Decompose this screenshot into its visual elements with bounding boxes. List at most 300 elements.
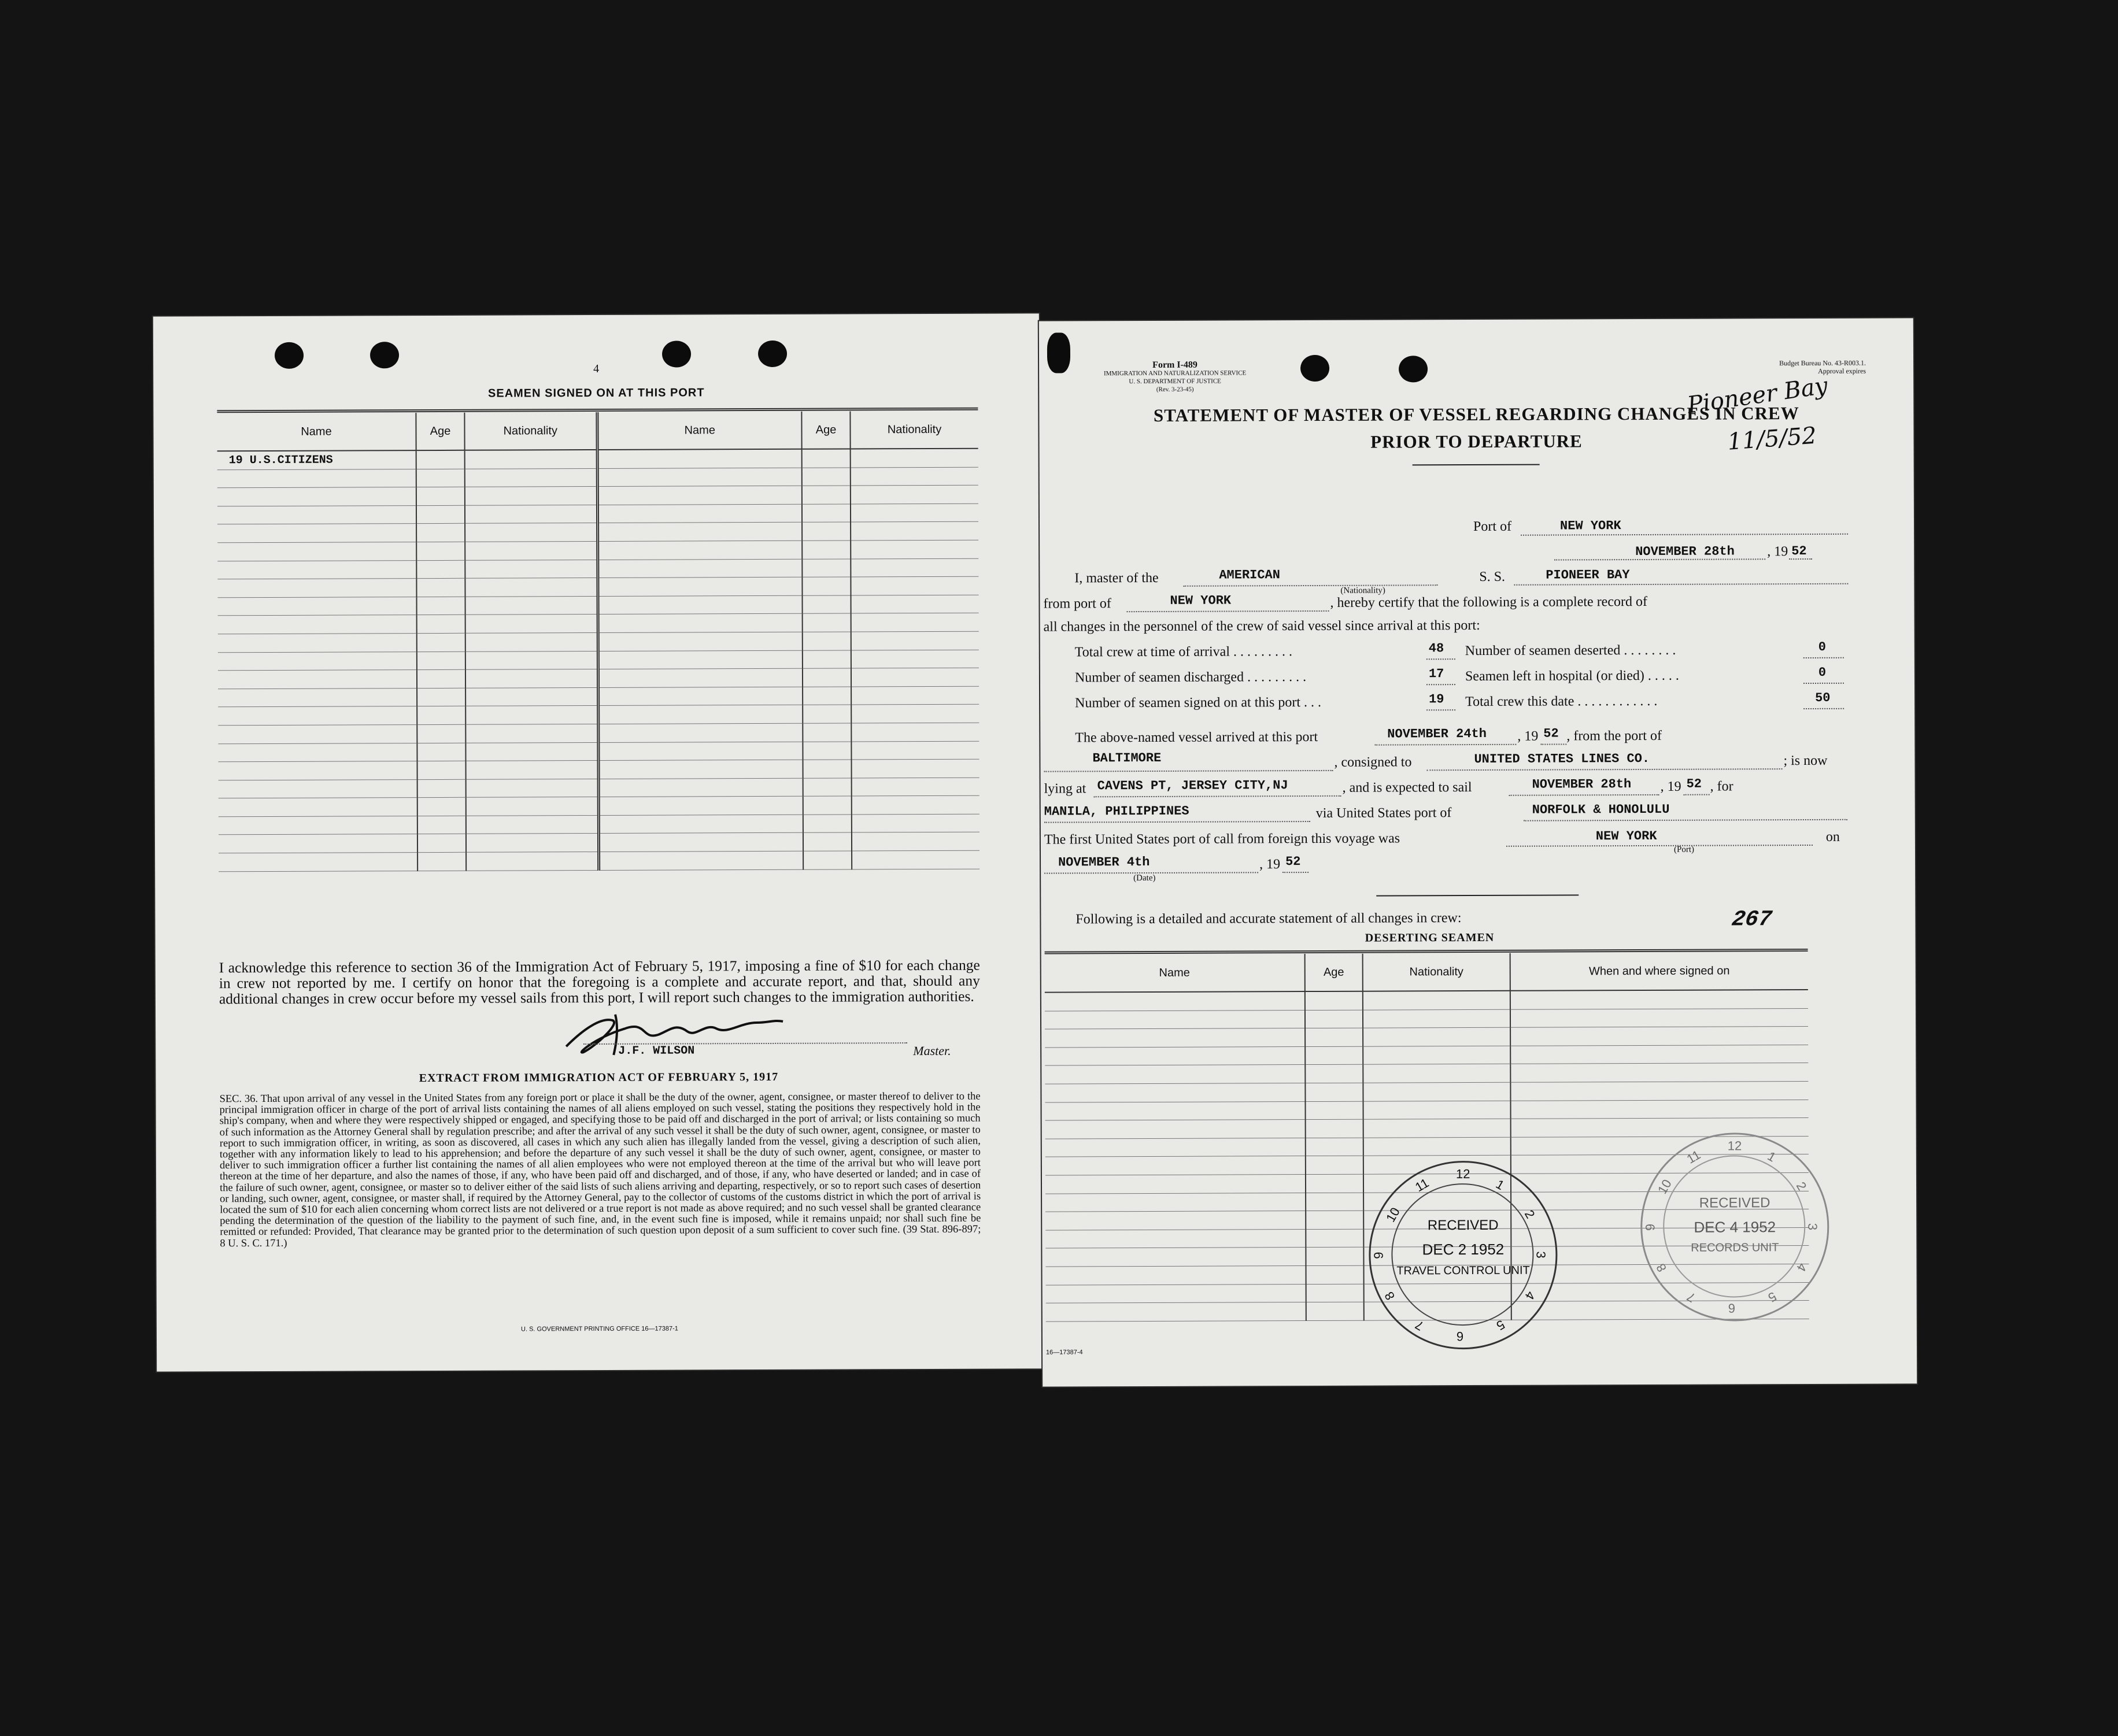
ss-label: S. S. — [1479, 569, 1506, 584]
master-of-label: I, master of the — [1074, 570, 1159, 586]
table-cell — [803, 723, 851, 742]
table-cell — [851, 650, 979, 668]
seamen-signed-on-table — [217, 411, 979, 872]
table-cell — [1363, 1137, 1511, 1156]
via-ports: NORFOLK & HONOLULU — [1532, 802, 1670, 817]
table-cell — [852, 850, 979, 869]
date-year-prefix: , 19 — [1767, 544, 1788, 560]
table-cell — [851, 631, 979, 650]
table-cell — [1045, 1156, 1306, 1175]
table-cell — [851, 686, 979, 705]
table-cell — [417, 724, 465, 743]
table-cell — [851, 613, 979, 632]
table-cell — [416, 469, 465, 487]
stamp-ring-number: 9 — [1371, 1252, 1386, 1259]
table-cell — [465, 505, 597, 523]
from-port-line — [1127, 610, 1329, 612]
from-port-value: NEW YORK — [1170, 593, 1232, 608]
destination: MANILA, PHILIPPINES — [1044, 804, 1189, 819]
stat-line — [1426, 709, 1455, 710]
table-cell — [802, 577, 851, 595]
punch-hole — [1047, 332, 1070, 373]
table-cell — [1306, 1193, 1363, 1211]
table-cell — [218, 597, 417, 616]
table-cell — [417, 706, 465, 725]
table-row — [217, 467, 978, 488]
seamen-signed-on-title: SEAMEN SIGNED ON AT THIS PORT — [487, 386, 705, 400]
table-cell — [598, 723, 803, 742]
stamp-ring-number: 3 — [1533, 1251, 1548, 1258]
first-port-date: NOVEMBER 4th — [1058, 854, 1150, 870]
table-cell — [219, 798, 417, 817]
table-row — [218, 668, 979, 689]
ship-line — [1514, 583, 1848, 586]
stamp-ring-number: 10 — [1383, 1205, 1403, 1225]
table-cell — [598, 595, 803, 615]
table-cell — [851, 504, 978, 522]
stat-label: Total crew at time of arrival . . . . . . . . . — [1074, 644, 1293, 660]
arrival-year-line — [1540, 743, 1566, 745]
table-cell — [465, 724, 598, 742]
table-cell — [218, 615, 417, 634]
master-name: J.F. WILSON — [618, 1044, 695, 1058]
table-cell — [217, 469, 416, 488]
table-cell — [417, 669, 465, 688]
table-cell — [417, 633, 465, 652]
table-header-row — [1045, 952, 1808, 993]
table-cell — [851, 668, 979, 686]
table-cell — [851, 576, 978, 595]
sail-date: NOVEMBER 28th — [1532, 777, 1632, 792]
stat-value: 48 — [1428, 641, 1444, 656]
stamp-ring-number: 1 — [1493, 1176, 1507, 1193]
table-cell — [417, 688, 465, 706]
stat-line — [1803, 708, 1844, 709]
table-row — [217, 485, 978, 506]
table-cell — [802, 449, 851, 467]
stat-line — [1803, 683, 1844, 684]
table-cell — [1306, 1265, 1363, 1284]
for-label: , for — [1710, 779, 1733, 794]
from-port-of-label: , from the port of — [1566, 728, 1662, 744]
table-cell — [218, 724, 417, 743]
table-cell — [465, 541, 597, 560]
arrival-from: BALTIMORE — [1092, 750, 1162, 766]
table-cell — [1363, 1082, 1510, 1101]
table-cell — [1045, 1046, 1305, 1065]
table-cell — [852, 778, 979, 796]
table-cell — [218, 634, 417, 653]
table-cell — [465, 560, 597, 578]
table-cell: 19 U.S.CITIZENS — [217, 450, 416, 469]
stamp-unit: RECORDS UNIT — [1691, 1241, 1779, 1254]
stat-label: Total crew this date . . . . . . . . . . . . — [1465, 693, 1658, 710]
arrival-year: 52 — [1543, 726, 1559, 741]
table-cell — [218, 688, 417, 707]
stamp-ring-number: 12 — [1727, 1138, 1742, 1153]
table-cell — [465, 651, 598, 669]
table-cell — [1510, 1100, 1808, 1119]
table-cell — [217, 505, 416, 524]
sail-date-line — [1509, 794, 1659, 796]
stamp-ring-number: 7 — [1413, 1317, 1426, 1334]
nationality-caption: (Nationality) — [1340, 586, 1385, 595]
stat-value: 17 — [1428, 667, 1444, 682]
table-cell — [851, 558, 978, 577]
table-cell — [1045, 1101, 1306, 1120]
table-cell — [1306, 1174, 1363, 1193]
table-cell — [1510, 990, 1808, 1009]
table-cell — [416, 487, 465, 505]
table-cell — [803, 851, 852, 869]
column-header: When and where signed on — [1510, 952, 1808, 991]
table-cell — [1363, 1027, 1510, 1046]
table-cell — [597, 449, 802, 468]
column-header: Name — [1045, 954, 1305, 993]
table-cell — [598, 778, 803, 797]
master-label: Master. — [913, 1043, 951, 1058]
table-cell — [851, 485, 978, 504]
consignee-line — [1426, 768, 1782, 771]
table-cell — [1045, 1193, 1306, 1212]
ship-name: PIONEER BAY — [1546, 568, 1630, 583]
table-cell — [417, 743, 465, 761]
stamp-ring-number: 6 — [1728, 1301, 1736, 1316]
table-cell — [1045, 1229, 1306, 1248]
stat-line — [1426, 658, 1455, 660]
table-cell — [1045, 1028, 1305, 1047]
column-header: Nationality — [1363, 953, 1510, 991]
stamp-ring-number: 5 — [1494, 1317, 1507, 1334]
sail-year: 52 — [1686, 776, 1702, 791]
column-header: Name — [597, 412, 801, 450]
table-cell — [465, 742, 598, 761]
table-cell — [597, 541, 802, 560]
table-cell — [803, 760, 852, 778]
stamp-ring-number: 5 — [1765, 1289, 1779, 1305]
on-label: on — [1825, 829, 1840, 845]
table-cell — [466, 797, 598, 816]
table-cell — [1306, 1119, 1363, 1138]
left-page — [153, 313, 1043, 1371]
stat-line — [1803, 657, 1844, 658]
table-cell — [1045, 1138, 1306, 1157]
first-port-label: The first United States port of call from foreign this voyage was — [1044, 831, 1400, 847]
lying-label: lying at — [1044, 781, 1086, 797]
table-cell — [803, 595, 851, 614]
stamp-ring-number: 9 — [1643, 1223, 1658, 1231]
table-cell — [597, 504, 802, 523]
table-cell — [802, 486, 851, 504]
column-header: Age — [1305, 954, 1363, 991]
table-cell — [598, 851, 803, 870]
handwritten-date: 11/5/52 — [1727, 422, 1818, 456]
page-number: 4 — [593, 362, 600, 376]
table-row — [217, 558, 978, 579]
arrival-date: NOVEMBER 24th — [1387, 726, 1487, 742]
table-cell — [466, 779, 598, 797]
table-cell — [416, 542, 465, 560]
date-caption: (Date) — [1133, 873, 1156, 883]
stamp-ring-number: 4 — [1522, 1289, 1539, 1302]
table-cell — [598, 797, 803, 816]
table-cell — [218, 652, 417, 671]
table-cell — [851, 741, 979, 760]
received-stamp-records-unit — [1640, 1132, 1829, 1322]
column-header: Age — [416, 413, 464, 450]
table-cell — [1045, 1248, 1306, 1267]
table-cell — [1306, 1156, 1363, 1175]
table-cell — [1510, 1081, 1808, 1100]
first-port-year-line — [1282, 872, 1308, 873]
table-cell — [1305, 1046, 1363, 1065]
table-cell — [802, 468, 851, 486]
extract-title: EXTRACT FROM IMMIGRATION ACT OF FEBRUARY 5, 1917 — [419, 1070, 779, 1085]
table-cell — [219, 816, 417, 835]
arrival-year-prefix: , 19 — [1517, 728, 1539, 744]
arrival-from-line — [1044, 770, 1333, 772]
table-cell — [1046, 1284, 1306, 1303]
table-cell — [1363, 1009, 1510, 1028]
handwritten-ship-name: Pioneer Bay — [1685, 372, 1829, 419]
form-subtitle: PRIOR TO DEPARTURE — [1370, 431, 1583, 452]
table-cell — [1306, 1138, 1363, 1156]
form-header — [1088, 361, 1262, 394]
table-cell — [803, 705, 851, 723]
form-title: STATEMENT OF MASTER OF VESSEL REGARDING CHANGES IN CREW — [1153, 403, 1799, 425]
table-cell — [803, 613, 851, 632]
nationality-value: AMERICAN — [1219, 568, 1280, 583]
stamp-ring-number: 6 — [1456, 1329, 1464, 1344]
stamp-ring-number: 11 — [1413, 1175, 1432, 1195]
table-row — [218, 613, 979, 634]
table-cell — [1305, 1065, 1363, 1083]
sail-year-line — [1684, 794, 1710, 795]
changes-text: all changes in the personnel of the crew of said vessel since arrival at this port: — [1043, 617, 1480, 635]
table-row — [217, 504, 978, 524]
table-cell — [465, 487, 597, 505]
table-cell — [417, 798, 466, 816]
table-cell — [218, 706, 417, 726]
table-cell — [466, 852, 598, 871]
arrival-date-line — [1374, 744, 1516, 746]
table-cell — [417, 615, 465, 634]
table-row — [217, 449, 978, 470]
table-cell — [597, 559, 802, 578]
table-cell — [416, 505, 465, 524]
lying-at: CAVENS PT, JERSEY CITY,NJ — [1097, 778, 1288, 794]
right-page — [1039, 318, 1917, 1386]
stamp-ring-number: 11 — [1684, 1147, 1703, 1167]
table-cell — [417, 779, 466, 798]
table-cell — [803, 778, 852, 797]
table-cell — [1363, 1064, 1510, 1083]
table-row — [218, 723, 979, 743]
table-row — [218, 741, 979, 762]
table-cell — [416, 524, 465, 542]
punch-hole — [1300, 355, 1329, 382]
table-row — [217, 540, 978, 561]
table-row — [219, 850, 979, 871]
port-line — [1521, 534, 1848, 536]
table-cell — [1363, 1119, 1511, 1137]
table-cell — [851, 449, 978, 468]
table-cell — [1306, 1211, 1363, 1229]
table-cell — [852, 814, 979, 832]
table-row — [218, 595, 979, 616]
table-cell — [466, 815, 598, 834]
title-rule — [1413, 464, 1540, 466]
nationality-line — [1183, 584, 1437, 587]
stat-label: Seamen left in hospital (or died) . . . . . — [1465, 668, 1679, 684]
table-row — [219, 795, 979, 816]
budget-number: Budget Bureau No. 43-R003.1. — [1779, 358, 1866, 368]
table-cell — [1363, 1046, 1510, 1064]
table-cell — [416, 560, 465, 579]
table-cell — [597, 468, 802, 487]
table-cell — [1305, 991, 1363, 1010]
extract-text: SEC. 36. That upon arrival of any vessel in the United States from any foreign port or place it shall be the duty of the owner, agent, consignee, or master thereof to deliver to the principal immigration officer in charge of the port of arrival lists containing the names of all aliens employed on such vessel, stating the positions they respectively hold in the ship's company, when and where they were respectively shipped or engaged, and specifying those to be paid off and discharged in the port of arrival; or lists containing so much of such information as the Attorney General shall by regulation prescribe; and after the arrival of any such vessel it shall be the duty of such owner, agent, consignee, or master to report to such immigration officer, in writing, as soon as discovered, all cases in which any such alien has illegally landed from the vessel, giving a description of such alien, together with any information likely to lead to his apprehension; and before the departure of any such vessel it shall be the duty of such owner, agent, consignee, or master to deliver to such immigration officer a further list containing the names of all alien employees who were not employed thereon at the time of the arrival but who will leave port thereon at the time of her departure, and also the names of those, if any, who have been paid off and discharged, and of those, if any, who have deserted or landed; and in case of the failure of such owner, agent, consignee, or master so to deliver either of the said lists of such aliens arriving and departing, respectively, or so to report such cases of desertion or landing, such owner, agent, consignee, or master shall, if required by the Attorney General, pay to the collector of customs of the customs district in which the port of arrival is located the sum of $10 for each alien concerning whom correct lists are not delivered or a true report is not made as above required; and no such vessel shall be granted clearance pending the determination of the question of the liability to the payment of such fine, and, in the event such fine is imposed, while it remains unpaid; nor shall such fine be remitted or refunded: Provided, That clearance may be granted prior to the determination of such question upon deposit of a sum sufficient to cover such fine. (39 Stat. 896-897; 8 U. S. C. 171.) — [219, 1090, 981, 1249]
table-row — [219, 759, 979, 780]
table-cell — [598, 833, 803, 852]
table-cell — [1306, 1101, 1363, 1120]
table-row — [218, 631, 979, 652]
table-cell — [598, 668, 803, 687]
stamp-ring-number: 1 — [1765, 1148, 1779, 1165]
table-row — [219, 778, 979, 798]
table-cell — [803, 632, 851, 650]
following-text: Following is a detailed and accurate statement of all changes in crew: — [1075, 910, 1462, 927]
form-agency: IMMIGRATION AND NATURALIZATION SERVICE — [1103, 369, 1247, 377]
port-value: NEW YORK — [1559, 519, 1621, 534]
stat-label: Number of seamen discharged . . . . . . . . . — [1074, 669, 1307, 686]
form-department: U. S. DEPARTMENT OF JUSTICE — [1129, 377, 1221, 386]
table-cell — [1510, 1063, 1808, 1082]
table-row — [1045, 1027, 1808, 1047]
table-row — [1045, 1008, 1808, 1029]
lying-line — [1094, 795, 1341, 797]
stamp-ring-number: 10 — [1654, 1176, 1675, 1197]
table-cell — [1363, 1101, 1511, 1119]
footer-code: 16—17387-4 — [1045, 1349, 1083, 1356]
stamp-ring-number: 2 — [1793, 1179, 1810, 1193]
stamp-unit: TRAVEL CONTROL UNIT — [1396, 1264, 1530, 1278]
stat-label: Number of seamen signed on at this port . . . — [1075, 694, 1322, 711]
table-cell — [417, 816, 466, 834]
table-cell — [417, 652, 465, 670]
table-cell — [803, 668, 851, 687]
table-cell — [1046, 1302, 1306, 1322]
certify-text: , hereby certify that the following is a complete record of — [1330, 594, 1648, 610]
table-cell — [852, 759, 979, 778]
table-cell — [851, 540, 978, 558]
table-row — [1045, 1063, 1808, 1084]
table-row — [218, 705, 979, 726]
table-row — [218, 686, 979, 707]
table-cell — [217, 579, 416, 598]
table-row — [1045, 990, 1808, 1011]
table-cell — [465, 578, 597, 597]
table-cell — [1306, 1302, 1364, 1320]
form-number: Form I-489 — [1152, 360, 1197, 370]
table-cell — [1363, 991, 1510, 1010]
stat-value: 19 — [1429, 692, 1444, 707]
column-header: Age — [801, 411, 850, 449]
table-cell — [465, 523, 597, 542]
destination-line — [1044, 821, 1310, 823]
via-label: via United States port of — [1315, 805, 1452, 821]
table-cell — [417, 852, 466, 871]
table-cell — [217, 487, 416, 506]
table-row — [219, 832, 979, 853]
stamped-number: 267 — [1730, 907, 1773, 932]
table-row — [1045, 1045, 1808, 1065]
table-cell — [1045, 1120, 1306, 1139]
form-revision: (Rev. 3-23-45) — [1156, 386, 1194, 393]
table-cell — [465, 687, 598, 706]
table-cell — [219, 834, 417, 853]
table-row — [1045, 1100, 1809, 1120]
stamp-ring-number: 3 — [1805, 1223, 1820, 1231]
table-cell — [466, 834, 598, 852]
table-cell — [1306, 1284, 1364, 1302]
stat-value: 0 — [1818, 665, 1827, 680]
first-port: NEW YORK — [1595, 828, 1657, 844]
received-stamp-travel-control — [1369, 1161, 1558, 1350]
stamp-ring-number: 2 — [1522, 1207, 1538, 1222]
table-row — [217, 576, 978, 597]
date-year: 52 — [1791, 544, 1807, 559]
section-rule — [1376, 894, 1579, 896]
table-cell — [803, 650, 851, 669]
stamp-ring-number: 12 — [1455, 1167, 1470, 1182]
first-port-line — [1506, 845, 1813, 847]
table-cell — [1510, 1045, 1808, 1064]
table-header-row — [217, 411, 978, 451]
table-cell — [598, 760, 803, 779]
expected-label: , and is expected to sail — [1342, 780, 1472, 795]
table-cell — [465, 468, 597, 487]
budget-bureau — [1692, 359, 1866, 376]
column-header: Name — [217, 413, 416, 451]
printing-office-line: U. S. GOVERNMENT PRINTING OFFICE 16—17387-1 — [521, 1325, 678, 1333]
table-cell — [466, 761, 598, 779]
table-cell — [465, 706, 598, 724]
table-cell — [598, 705, 803, 724]
table-cell — [598, 614, 803, 633]
table-cell — [1045, 1083, 1305, 1102]
table-cell — [597, 523, 802, 542]
table-cell — [1510, 1008, 1808, 1027]
table-cell — [852, 832, 979, 851]
stamp-ring-number: 8 — [1381, 1289, 1398, 1303]
table-cell — [802, 522, 851, 541]
table-cell — [598, 632, 803, 651]
port-caption: (Port) — [1673, 845, 1695, 854]
is-now-label: ; is now — [1783, 753, 1828, 769]
table-cell — [1305, 1028, 1363, 1046]
table-cell — [417, 761, 466, 779]
table-cell — [219, 853, 417, 872]
table-cell — [802, 541, 851, 559]
table-cell — [597, 577, 802, 596]
table-cell — [1045, 1065, 1305, 1084]
consigned-label: , consigned to — [1334, 754, 1412, 770]
table-cell — [1045, 1265, 1306, 1285]
table-row — [1045, 1081, 1808, 1102]
table-row — [219, 814, 979, 835]
column-header: Nationality — [464, 412, 597, 450]
